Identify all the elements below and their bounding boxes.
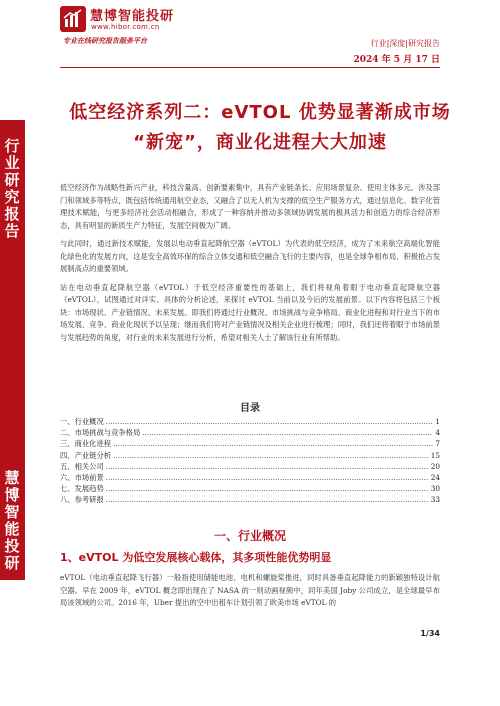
toc-item-page: 15: [430, 450, 440, 460]
intro-paragraph-1: 低空经济作为战略性新兴产业，科技含量高、创新要素集中，具有产业链条长、应用场景复杂、使用主体多元、涉及部门和领域多等特点，既包括传统通用航空业态，又融合了以无人机为支撑的低空生产服务方式，通过信息化、数字化管理技术赋能，与更多经济社会活动相融合，形成了一种容纳并推动多领域协调发展的极具活力和创造力的综合经济形态，具有明显的新质生产力特征，发展空间极为广阔。: [60, 183, 440, 230]
page-header: [0, 0, 500, 72]
side-band: [0, 120, 25, 580]
toc-item-page: 20: [430, 461, 440, 471]
toc-item[interactable]: [60, 438, 440, 449]
body-text: [60, 572, 440, 616]
toc-item-page: 30: [430, 484, 440, 494]
toc-item-page: 4: [435, 428, 440, 438]
toc-item-label: 一、行业概况: [60, 417, 104, 426]
brand-slogan: 专业在线研究报告服务平台: [63, 36, 147, 45]
title-line-1: 低空经济系列二：eVTOL 优势显著渐成市场: [69, 102, 451, 123]
brand-logo-icon: [60, 6, 86, 32]
brand-name: 慧博智能投研: [90, 9, 175, 24]
report-date: 2024 年 5 月 17 日: [353, 55, 440, 65]
toc-item-label: 二、市场挑战与竞争格局: [60, 428, 141, 438]
toc-leader-dots: [106, 461, 429, 472]
intro-paragraph-3: 站在电动垂直起降航空器（eVTOL）于低空经济重要性的基础上，我们将视角着眼于电动垂直起降航空器（eVTOL），试图通过对详实、具体的分析论述，来探讨 eVTOL 当前以及今后的发展前景。以下内容将包括三个板块：市场现状、产业链情况、未来发展。即我们将通过行业概况、市场挑战与竞争格局、商业化进程和对行业当下的市场发展、竞争、商业化现状予以呈现；继而我们将对产业链情况及相关企业进行梳理；同时，我们还将着眼于市场前景与发展趋势的角度，对行业的未来发展进行分析，希望对相关人士了解该行业有所帮助。: [60, 282, 440, 342]
report-category: 行业|深度|研究报告: [370, 39, 440, 48]
toc-leader-dots: [113, 438, 433, 449]
toc-item-page: 1: [435, 417, 440, 426]
toc-item-label: 三、商业化进程: [60, 439, 112, 449]
toc-item[interactable]: [60, 450, 440, 461]
section-title: 一、行业概况: [213, 529, 286, 543]
toc-leader-dots: [106, 483, 429, 494]
toc-item-page: 24: [430, 473, 440, 483]
toc-item-label: 六、市场前景: [60, 473, 104, 483]
subsection-title: 1、eVTOL 为低空发展核心载体，其多项性能优势明显: [60, 551, 332, 564]
toc-item-label: 四、产业链分析: [60, 450, 112, 460]
toc-leader-dots: [142, 427, 433, 438]
toc-leader-dots: [106, 494, 429, 505]
report-title: [40, 98, 480, 158]
toc-item[interactable]: [60, 427, 440, 438]
toc-leader-dots: [106, 416, 434, 427]
title-line-2: “新宠”，商业化进程大大加速: [133, 132, 387, 153]
toc-item-page: 33: [430, 495, 440, 505]
toc-item-label: 七、发展趋势: [60, 484, 104, 494]
page-number: 1/34: [420, 629, 440, 638]
side-text-bottom: 慧 博 智 能 投 研: [4, 469, 21, 572]
intro-paragraph-2: 与此同时，通过新技术赋能，发展以电动垂直起降航空器（eVTOL）为代表的低空经济，成为了未来航空高端化智能化绿色化的发展方向，这是安全高效环保的综合立体交通和低空融合飞行的主要内容，也是全球争相布局、积极抢占发展制高点的重要领域。: [60, 239, 440, 273]
side-text-top: 行 业 研 究 报 告: [4, 137, 21, 240]
toc-item[interactable]: [60, 494, 440, 505]
toc-item-label: 八、参考研报: [60, 495, 104, 505]
toc-leader-dots: [113, 450, 429, 461]
toc-item[interactable]: [60, 461, 440, 472]
toc-item-label: 五、相关公司: [60, 461, 104, 471]
table-of-contents: [60, 416, 440, 506]
toc-item[interactable]: [60, 483, 440, 494]
header-divider: [60, 67, 440, 68]
intro-text: [60, 182, 440, 350]
toc-item-page: 7: [435, 439, 440, 449]
brand-url: www.hibor.com.cn: [91, 23, 160, 31]
toc-item[interactable]: [60, 416, 440, 427]
body-paragraph: eVTOL（电动垂直起降飞行器）一般指使用储能电池、电机和螺旋桨推进，同时具备垂直起降能力的新颖独特设计航空器。早在 2009 年，eVTOL 概念即出现在了 NASA 的一则动画视频中，同年美国 Joby 公司成立，是全球最早布局该领域的公司。2016 年，Uber 提出的空中出租车计划引领了欧美市场 eVTOL 的: [60, 573, 440, 607]
toc-item[interactable]: [60, 472, 440, 483]
toc-leader-dots: [106, 472, 429, 483]
toc-title: 目录: [240, 403, 260, 414]
